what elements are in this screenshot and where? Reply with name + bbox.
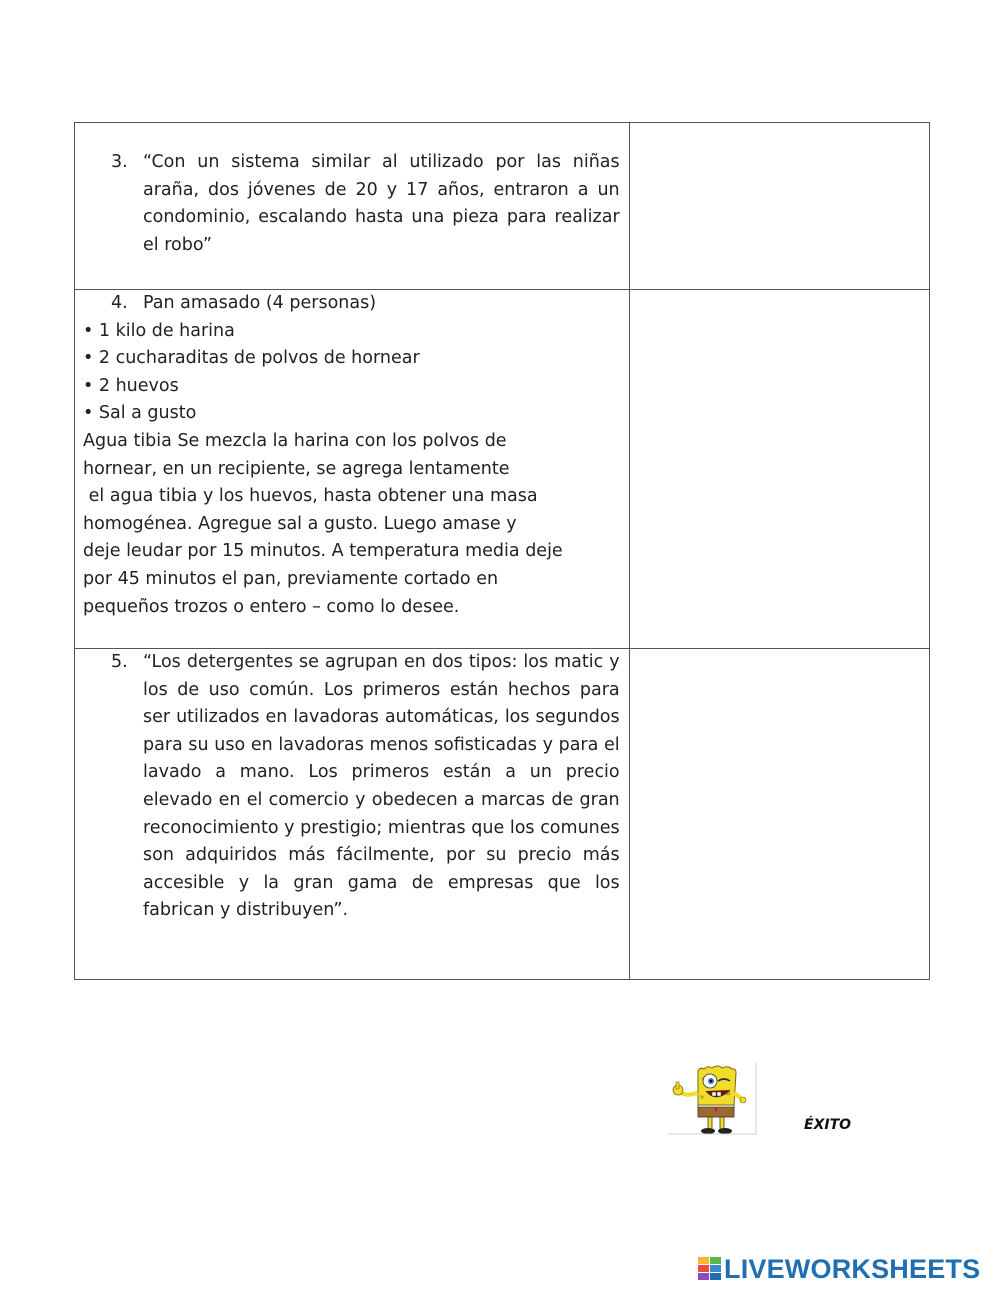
table-row xyxy=(75,290,930,649)
liveworksheets-brand[interactable] xyxy=(698,1252,980,1286)
instruction-line: deje leudar por 15 minutos. A temperatura media deje xyxy=(83,541,563,562)
table-row xyxy=(75,123,930,290)
ingredient-item: • Sal a gusto xyxy=(83,403,197,424)
table-row xyxy=(75,649,930,980)
item-number: 4. xyxy=(111,293,128,313)
instruction-line: hornear, en un recipiente, se agrega lentamente xyxy=(83,458,510,479)
text-cell xyxy=(75,123,630,290)
ingredient-item: • 1 kilo de harina xyxy=(83,320,235,341)
text-cell xyxy=(75,290,630,649)
ingredient-item: • 2 huevos xyxy=(83,375,179,396)
exito-label: ÉXITO xyxy=(804,1117,852,1133)
answer-cell[interactable] xyxy=(629,123,929,290)
brand-name: LIVEWORKSHEETS xyxy=(724,1253,981,1284)
answer-cell[interactable] xyxy=(629,290,929,649)
instruction-line: por 45 minutos el pan, previamente cortado en xyxy=(83,568,499,589)
recipe-title: Pan amasado (4 personas) xyxy=(143,293,377,313)
answer-cell[interactable] xyxy=(629,649,929,980)
instruction-line: Agua tibia Se mezcla la harina con los polvos de xyxy=(83,430,507,451)
item-text: “Con un sistema similar al utilizado por las niñas araña, dos jóvenes de 20 y 17 años, entraron a un condominio, escalando hasta una pieza para realizar el robo” xyxy=(143,152,620,255)
exercise-table xyxy=(74,122,930,980)
instruction-line: el agua tibia y los huevos, hasta obtener una masa xyxy=(83,486,538,507)
recipe-body xyxy=(75,318,629,622)
ingredient-item: • 2 cucharaditas de polvos de hornear xyxy=(83,348,420,369)
liveworksheets-logo-icon xyxy=(698,1256,722,1282)
instruction-line: homogénea. Agregue sal a gusto. Luego amase y xyxy=(83,513,517,534)
sponge-character-thumbs-up-icon xyxy=(668,1063,758,1135)
text-cell xyxy=(75,649,630,980)
item-text: “Los detergentes se agrupan en dos tipos: los matic y los de uso común. Los primeros están hechos para ser utilizados en lavadoras automáticas, los segundos para su uso en lavadoras menos sofisticadas y para el lavado a mano. Los primeros están a un precio elevado en el comercio y obedecen a marcas de gran reconocimiento y prestigio; mientras que los comunes son adquiridos más fácilmente, por su precio más accesible y la gran gama de empresas que los fabrican y distribuyen”. xyxy=(143,652,620,921)
item-number: 5. xyxy=(111,652,128,672)
item-number: 3. xyxy=(111,152,128,172)
instruction-line: pequeños trozos o entero – como lo desee. xyxy=(83,596,460,617)
